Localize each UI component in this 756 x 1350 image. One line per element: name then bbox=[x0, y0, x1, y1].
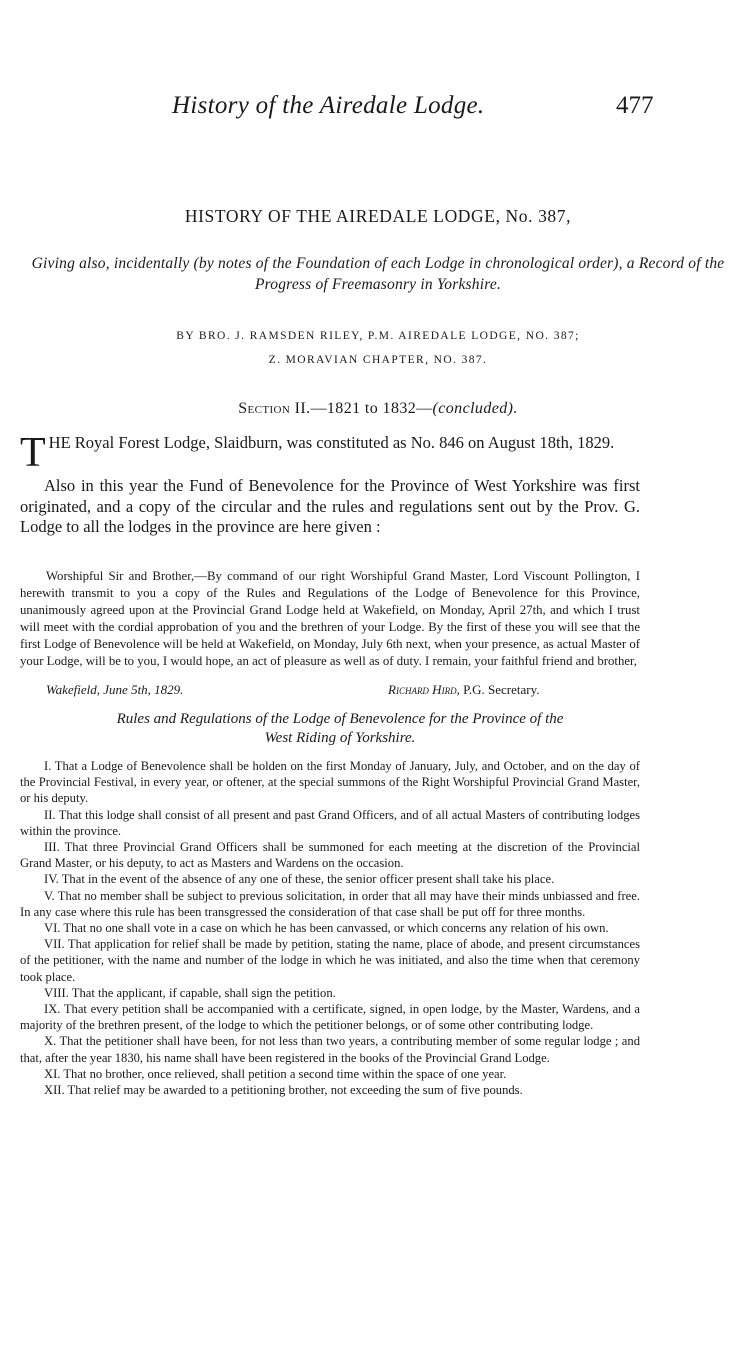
letter-place-date: Wakefield, June 5th, 1829. bbox=[46, 682, 184, 697]
rule-item: VII. That application for relief shall be made by petition, stating the name, place of abode, and present circumstances of the petitioner, with the name and number of the lodge in which he was initiated, and also the time when that ceremony took place. bbox=[20, 937, 640, 984]
page-number: 477 bbox=[616, 92, 654, 119]
letter-signature bbox=[388, 682, 540, 698]
rules-title-line: Rules and Regulations of the Lodge of Benevolence for the Province of the bbox=[116, 711, 564, 727]
rules-list bbox=[20, 758, 640, 1098]
paragraph-text: HE Royal Forest Lodge, Slaidburn, was constituted as No. 846 on August 18th, 1829. bbox=[48, 433, 615, 452]
rule-item: IX. That every petition shall be accompanied with a certificate, signed, in open lodge, by the Master, Wardens, and a majority of the brethren present, of the lodge to which the petitioner belongs, or of some other contributing lodge. bbox=[20, 1002, 640, 1033]
byline-chapter: Z. MORAVIAN CHAPTER, NO. 387. bbox=[268, 354, 488, 366]
rule-item: XII. That relief may be awarded to a petitioning brother, not exceeding the sum of five pounds. bbox=[44, 1083, 523, 1098]
rules-title bbox=[40, 710, 640, 748]
section-heading bbox=[0, 400, 756, 418]
section-label: Section II. bbox=[238, 400, 311, 417]
rule-item: VIII. That the applicant, if capable, shall sign the petition. bbox=[44, 985, 336, 1000]
signer-title: P.G. Secretary. bbox=[463, 682, 540, 697]
drop-cap: T bbox=[20, 430, 46, 476]
article-title: HISTORY OF THE AIREDALE LODGE, No. 387, bbox=[184, 206, 572, 226]
byline-author: BY BRO. J. RAMSDEN RILEY, P.M. AIREDALE LODGE, NO. 387; bbox=[176, 330, 580, 342]
rule-item: V. That no member shall be subject to previous solicitation, in order that all may have their minds unbiassed and free. In any case where this rule has been transgressed the consideration of that case shall be put off for three months. bbox=[20, 888, 640, 919]
rule-item: IV. That in the event of the absence of any one of these, the senior officer present shall take his place. bbox=[44, 872, 555, 887]
rule-item: III. That three Provincial Grand Officers shall be summoned for each meeting at the discretion of the Provincial Grand Master, or his deputy, to act as Masters and Wardens on the occasion. bbox=[20, 840, 640, 871]
section-note: (concluded). bbox=[432, 400, 518, 417]
running-header bbox=[0, 92, 756, 128]
rule-item: X. That the petitioner shall have been, for not less than two years, a contributing member of some regular lodge ; and that, after the year 1830, his name shall have been registered in the books of the Provincial Grand Lodge. bbox=[20, 1034, 640, 1065]
paragraph-royal-forest-lodge bbox=[20, 430, 640, 476]
rules-title-line: West Riding of Yorkshire. bbox=[264, 730, 416, 746]
rule-item: VI. That no one shall vote in a case on which he has been canvassed, or which concerns any relation of his own. bbox=[44, 921, 609, 936]
paragraph-fund-of-benevolence: Also in this year the Fund of Benevolence for the Province of West Yorkshire was first originated, and a copy of the circular and the rules and regulations sent out by the Prov. G. Lodge to all the lodges in the province are here given : bbox=[20, 476, 640, 536]
rule-item: I. That a Lodge of Benevolence shall be holden on the first Monday of January, July, and October, and on the day of the Provincial Festival, in every year, or oftener, at the special summons of the Right Worshipful Provincial Grand Master, or his deputy. bbox=[20, 759, 640, 806]
circular-letter: Worshipful Sir and Brother,—By command of our right Worshipful Grand Master, Lord Viscount Pollington, I herewith transmit to you a copy of the Rules and Regulations of the Lodge of Benevolence for this Province, unanimously agreed upon at the Provincial Grand Lodge held at Wakefield, on Monday, April 27th, and which I trust will meet with the cordial approbation of you and the brethren of your Lodge. By the first of these you will see that the first Lodge of Benevolence will be held at Wakefield, on Monday, July 6th next, when your presence, as actual Master of your Lodge, will be to you, I would hope, an act of pleasure as well as of duty. I remain, your faithful friend and brother, bbox=[20, 569, 640, 668]
article-subtitle: Giving also, incidentally (by notes of the Foundation of each Lodge in chronological order), a Record of the Progress of Freemasonry in Yorkshire. bbox=[31, 255, 725, 293]
section-range: —1821 to 1832— bbox=[310, 400, 433, 417]
signer-name: Richard Hird, bbox=[388, 682, 460, 697]
running-title: History of the Airedale Lodge. bbox=[172, 92, 485, 119]
rule-item: XI. That no brother, once relieved, shall petition a second time within the space of one year. bbox=[44, 1066, 507, 1081]
rule-item: II. That this lodge shall consist of all present and past Grand Officers, and of all actual Masters of contributing lodges within the province. bbox=[20, 807, 640, 838]
